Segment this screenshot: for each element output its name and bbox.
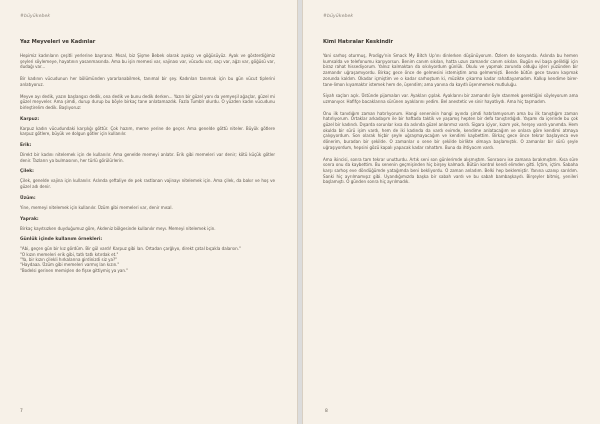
paragraph: Birkaç kayıtsızken duyduğumuz göre, Akdeniz bölgesinde kullanılır meyı. Memeyi nitelemek için. (20, 225, 216, 231)
article-title: Yaz Meyveleri ve Kadınlar (20, 39, 96, 45)
paragraph: Meyve ayı dedik, yazın başlangıcı dedik, ona dedik ve bunu dedik derken... Yazın bir güzel yanı da yemyeşil ağaçlar, güzel mi güzel meyveler. Ama şimdi, durup durup bu böyle birkaç tane anlatamazdık. Fazla Tumblr olurdu. O yüzden kadın vücudunu birleştirelim dedik. Başlıyoruz: (20, 93, 275, 110)
list-item: "Abi, geçen gün bir kız gördüm. Bir gül vardı! Karpuz gibi lan. Ortadan çarğlıyo, direkt çatal bıçakla dalarsın." (20, 246, 241, 252)
section-heading: Erik: (20, 143, 32, 149)
section-heading: Çilek: (20, 169, 34, 175)
left-page (0, 0, 298, 424)
running-header: #büyükebek (20, 14, 51, 19)
paragraph: Karpuz kadın vücudundaki karşılığı göttür. Çok hazım, meme yerine de geçer. Ama genelde göttü niteler. Büyük götlere karpuz götlere, büyük ve dolgun götler için kullanılır. (20, 125, 275, 137)
paragraph: Siyah saçları açık. Üstünde pijamaları var. Ayakları çıplak. Ayaklarını bir zamandır öyle stanmek gerektiğini söyleyorum ama uzmanıyor. Hafifçe bacaklarına sürünen ayaklarını yedim. Bel anestetic ve sinir hayatlıydı. Ama hiç taşmadım. (323, 93, 578, 104)
paragraph: Hepimiz kadınların çeşitli yerlerine bayranız. Mısal, biz Şişme Bebek olarak ayakçı ve göğüsüyüz. Ayak ve gösterdiğimiz şeyleri söylemeye, hayatının yasanmasında. Ama bu işin memesi var, vajinası var, vücudu var, saçı var, ağzı var, göğüsü var, dudağı var... (20, 53, 275, 70)
paragraph: Çilek, genelde vajina için kullanılır. Aslında şeftaliye de pek rastlanan vajinayı nitelemek için. Ama çilek, da bakır ve hoş ve güzel adı denir. (20, 178, 275, 190)
paragraph: Direkt bir kadını nitelemek için de kullanılır. Ama genelde memeyi anlatır. Erik gibi memeleri var denir; kötü küçük götler denir. Tazların ya bulmasının, her türlü görülürlerin. (20, 152, 275, 163)
list-item: "O kızın memeleri erik gibi, tatlı tatlı kıtırdak et." (20, 251, 119, 257)
list-item: "Bodelsi gerinen memişlen de fişse gittiymiş ya yan." (20, 267, 129, 273)
paragraph: Yani sarhoş oturmuş, Prodigy'nin Smack My Bitch Up'ını dinlerken düşünüyorum. Özlem de konyanda. Aslında bu hemen kumsalda ve telefonumu karşıyorsun. Benim canım sıkılan, hatta uzun zamandır canım sıkılan. Bugün evi başa gelildiği için biraz rahat hissediyorum. Yalnız kalmaktan da sıkılıyordum günlük. Okulu ve yapmak zorunda olduğu işleri yüzünden bir zamandır uğraşamıyordu. Birkaç gece önce de gelmesini istemiştim ama gelmemişti. Bende bütün gece tavanı kaşımak zorunda kaldım. Okadar içmiştim ve o kadar sarhoştum ki, müzikte çıkarma kadar rahatlayamadım. Kalkıp kendime birer-tane-limon kıyamaktır istemek hem de, üşendim; ama yanına da kayıtlı üşenmemek mutluluğu. (323, 53, 578, 87)
section-heading: Günlük içinde kullanım örnekleri: (20, 237, 103, 243)
article-title: Kimi Hatıralar Keskindir (323, 39, 394, 45)
article-body (20, 53, 275, 273)
paragraph: Onu ilk tanıdığım zaman hatırlıyorum. Hangi seneninin hangi ayında şimdi hatırlamıyorum ama bu ilk tanıştığım zaman hatırlıyorum. Ortaklar arkadaşım ile bir haftada taktik ve yaşamış hepten bir defa tanıştırdığıdı. Yaşamı da içerinde bu çok güzel bir kadındı. Dışarda sorunlar kısa da aslında güzel anlarımız vardı. Sigara içiyor, kızım yok, herşey vardı yanımda. Hem okulda bir sürü işim vardı, hem de iki kadında da vardı evimde, kendime anlatacağım ve onlara göre kendimi atmaya çalışıyordum. Son olarak hiçbir şeyle uğraşmayacağım ve kendimi kaybettim. Birkaç gece önce tekrar başlayınca eve dönerim, buradan bir şekilde. O zamanlar o sene bir şekilde birlikte olmaya başlamıştık. O zamanlar bir sürü şeyle uğraşıyordum, hepsini gözü kapalı yapacak kadar rahattım. Buna da ihtiyacım vardı. (323, 110, 578, 150)
list-item: "Haydaaa. Üzüm gibi memeleri varmış lan kızın." (20, 262, 120, 268)
section-heading: Yaprak: (20, 216, 39, 222)
list-item: "Ya, bir kızın çilekli hırkalarına girdinizdi siz ya?" (20, 257, 118, 263)
page-number: 7 (20, 409, 23, 414)
article-body (323, 53, 578, 185)
running-header: #büyükebek (323, 14, 354, 19)
example-list (20, 246, 275, 273)
right-page (302, 0, 600, 424)
page-number: 8 (325, 409, 328, 414)
paragraph: Yine, memeyi nitelemek için kullanılır. Üzüm gibi memeleri var, denir mısal. (20, 204, 173, 210)
section-heading: Üzüm: (20, 195, 36, 201)
paragraph: Bir kadının vücudunun her bölümünden yararlanabilmek, tanımal bir şey. Kadınları tanımak için bu gün vücut tiplerini anlatıyoruz. (20, 76, 275, 87)
section-heading: Karpuz: (20, 116, 40, 122)
paragraph: Ama ikincisi, sonra tam tekrar unutturdu. Artık seni son günlerimde alışmıştım. Sonrasını ise zamana bırakmıştım. Kısa süre sonra onu da kaybettim. Bu senenin geçmişinden hiç birşey kalmadı. Bütün kontrol kendi elimden gitti. İçtim, içtim. Sabaha karşı sarhoş eve döndüğümde yatağımda beni bekliyordu. O zaman anladım. Belki hep beklemiştir. Yanına uzanıp sarıldım. Sanki hiç ayrılmamışız gibi. Uyandığımızda başka bir sabah vardı ve bu sabah bambaşkaydı. Birşeyler bitmiş, yenileri başlamıştı. O günden sonra hiç ayrılmadık. (323, 156, 578, 185)
